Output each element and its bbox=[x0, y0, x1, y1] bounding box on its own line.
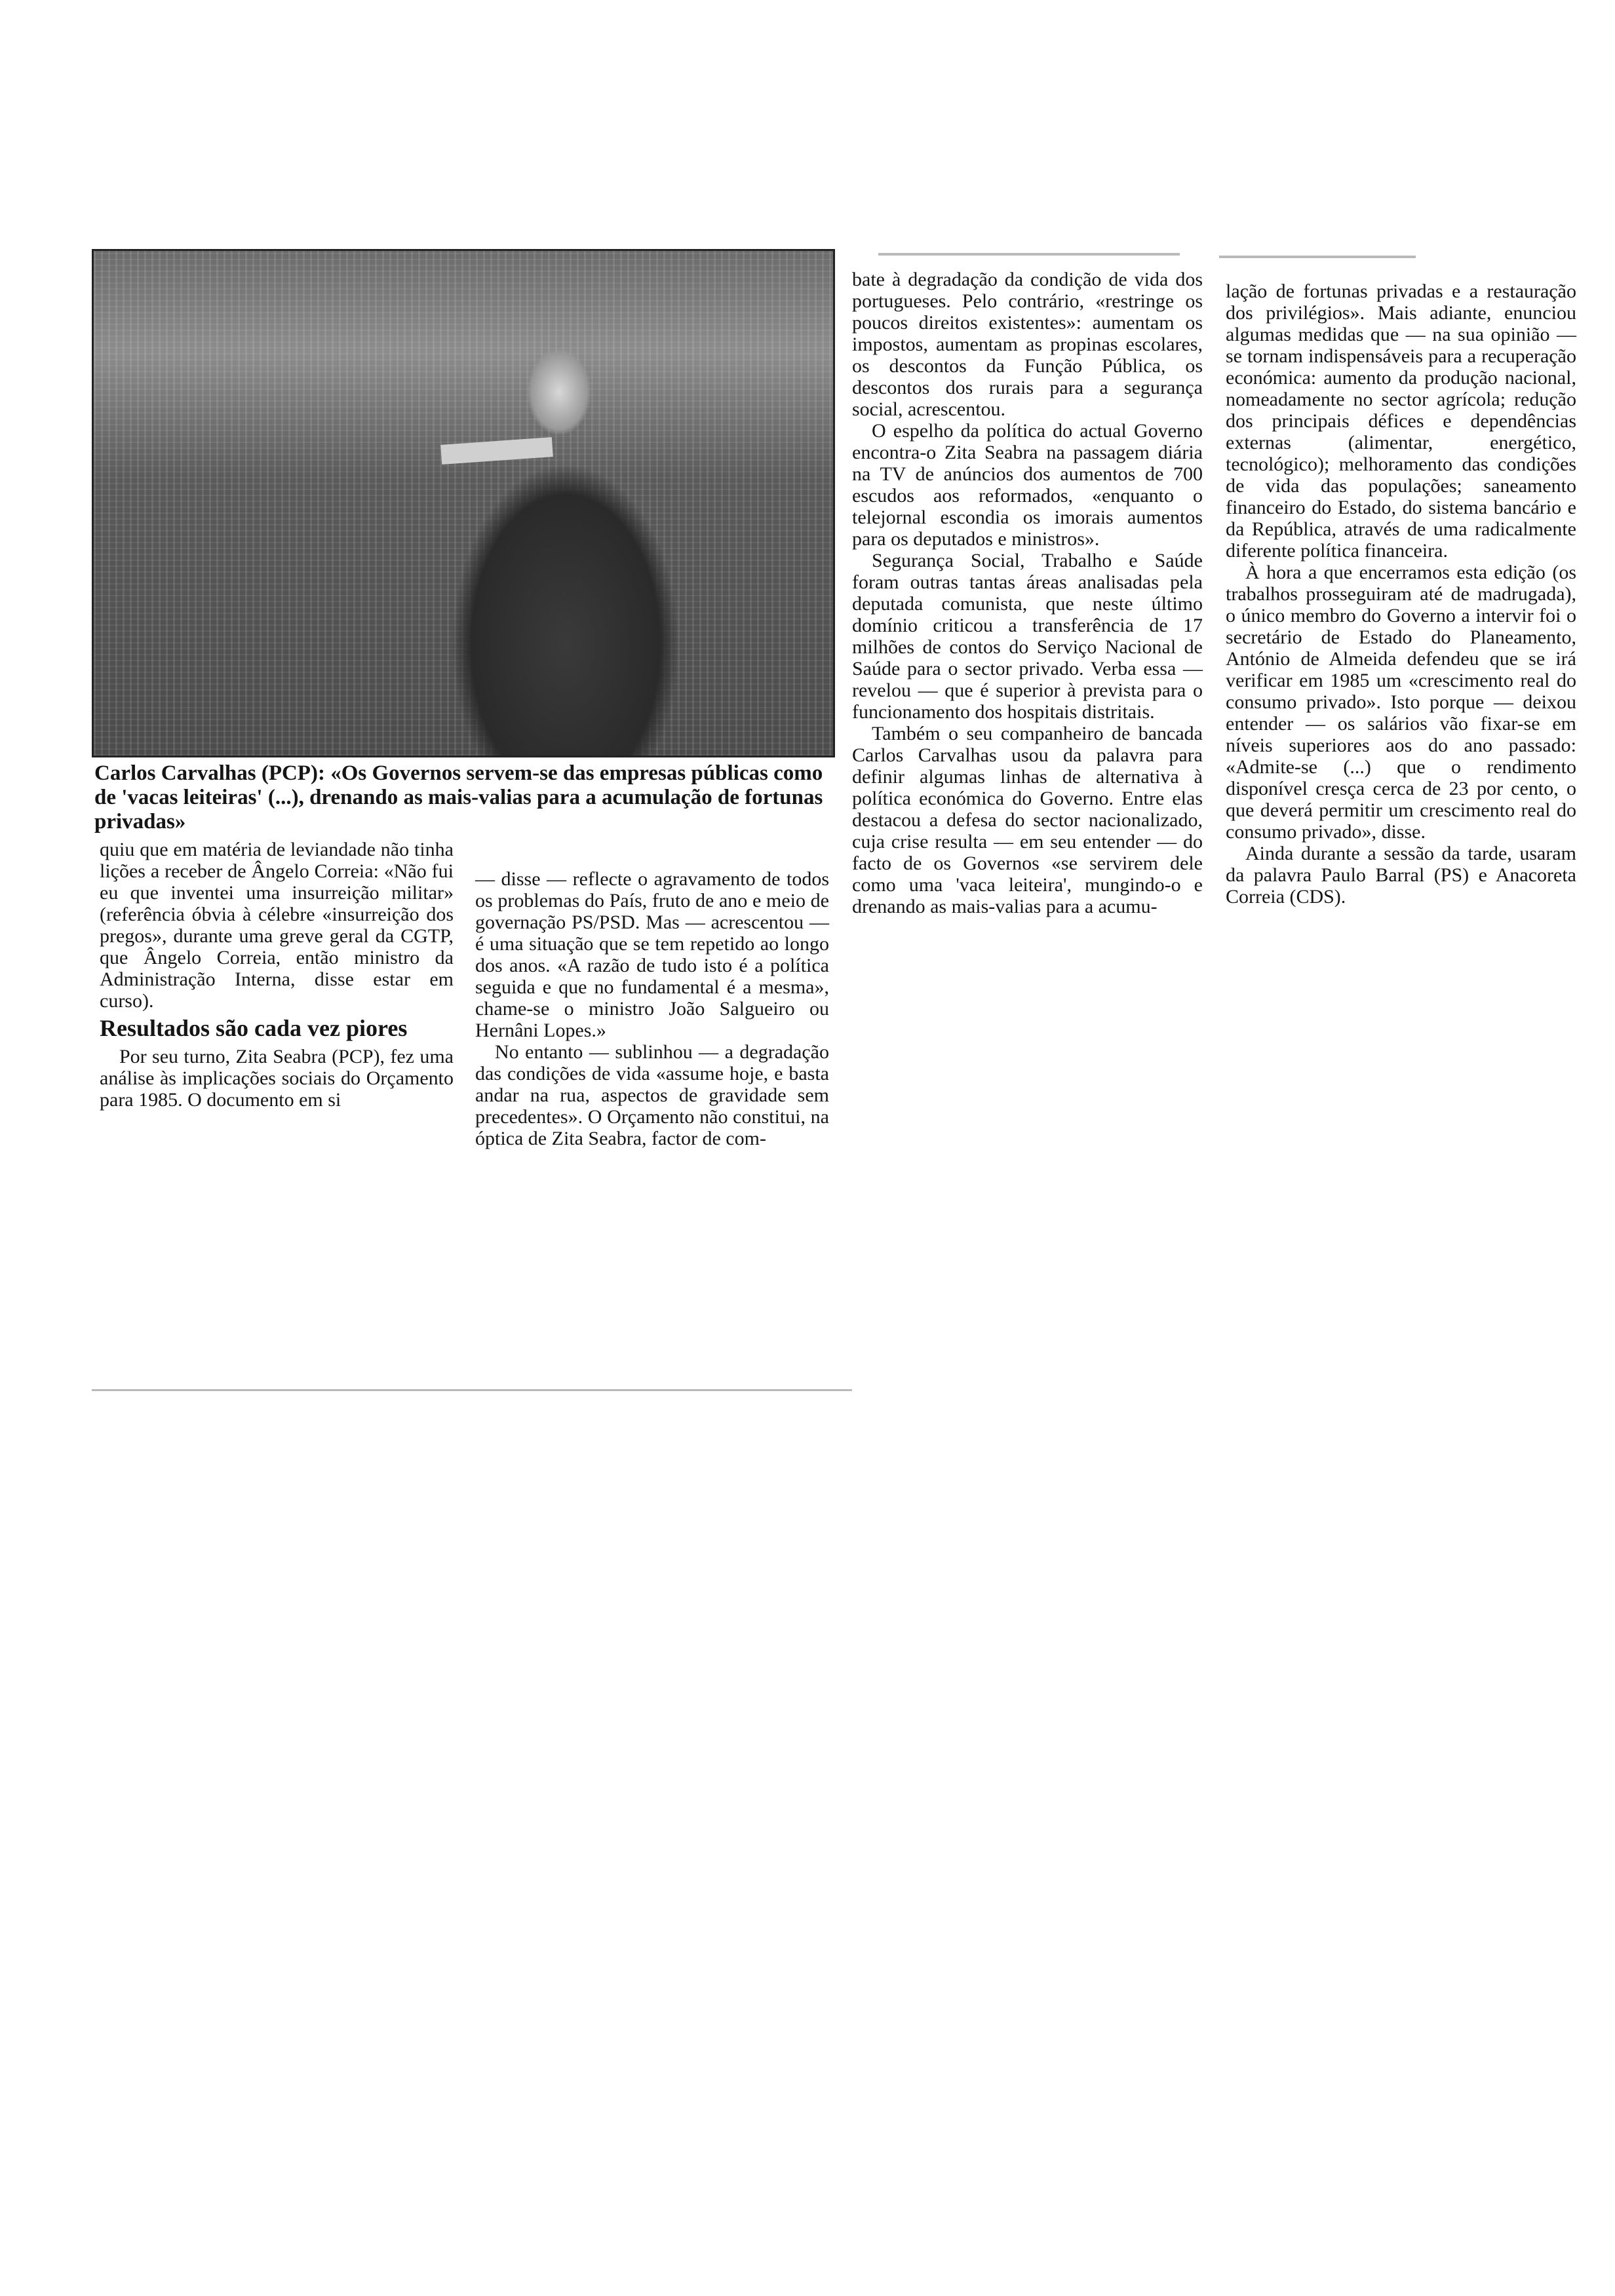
col4-paragraph-1: lação de fortunas privadas e a restauração dos privilégios». Mais adiante, enunciou algumas medidas que — na sua opinião — se tornam indispensáveis para a recuperação económica: aumento da produção nacional, nomeadamente no sector agrícola; redução dos principais défices e dependências externas (alimentar, energético, tecnológico); melhoramento das condições de vida das populações; saneamento financeiro do Estado, do sistema bancário e da República, através de uma radicalmente diferente política financeira. bbox=[1226, 280, 1576, 562]
speaker-photo bbox=[92, 249, 835, 757]
col1-paragraph-2: Por seu turno, Zita Seabra (PCP), fez uma análise às implicações sociais do Orçamento para 1985. O documento em si bbox=[100, 1046, 454, 1111]
col3-paragraph-4: Também o seu companheiro de bancada Carlos Carvalhas usou da palavra para definir algumas linhas de alternativa à política económica do Governo. Entre elas destacou a defesa do sector nacionalizado, cuja crise resulta — em seu entender — do facto de os Governos «se servirem dele como uma 'vaca leiteira', mungindo-o e drenando as mais-valias para a acumu- bbox=[852, 723, 1203, 917]
col2-paragraph-2: No entanto — sublinhou — a degradação das condições de vida «assume hoje, e basta andar na rua, aspectos de gravidade sem precedentes». O Orçamento não constitui, na óptica de Zita Seabra, factor de com- bbox=[475, 1041, 829, 1149]
section-subhead: Resultados são cada vez piores bbox=[100, 1015, 408, 1041]
col1-paragraph-1: quiu que em matéria de leviandade não tinha lições a receber de Ângelo Correia: «Não fui eu que inventei uma insurreição militar» (referência óbvia à célebre «insurreição dos pregos», durante uma greve geral da CGTP, que Ângelo Correia, então ministro da Administração Interna, disse estar em curso). bbox=[100, 839, 454, 1012]
column-3 bbox=[852, 269, 1203, 917]
col2-paragraph-1: — disse — reflecte o agravamento de todos os problemas do País, fruto de ano e meio de governação PS/PSD. Mas — acrescentou — é uma situação que se tem repetido ao longo dos anos. «A razão de tudo isto é a política seguida e que no fundamental é a mesma», chame-se o ministro João Salgueiro ou Hernâni Lopes.» bbox=[475, 868, 829, 1041]
col4-paragraph-3: Ainda durante a sessão da tarde, usaram da palavra Paulo Barral (PS) e Anacoreta Correia (CDS). bbox=[1226, 843, 1576, 908]
col3-paragraph-1: bate à degradação da condição de vida dos portugueses. Pelo contrário, «restringe os poucos direitos existentes»: aumentam os impostos, aumentam as propinas escolares, os descontos da Função Pública, os descontos dos rurais para a segurança social, acrescentou. bbox=[852, 269, 1203, 420]
column-1 bbox=[100, 839, 454, 1111]
column-2 bbox=[475, 868, 829, 1149]
col4-paragraph-2: À hora a que encerramos esta edição (os trabalhos prosseguiram até de madrugada), o único membro do Governo a intervir foi o secretário de Estado do Planeamento, António de Almeida defendeu que se irá verificar em 1985 um «crescimento real do consumo privado». Isto porque — deixou entender — os salários vão fixar-se em níveis superiores aos do ano passado: «Admite-se (...) que o rendimento disponível cresça cerca de 23 por cento, o que deverá permitir um crescimento real do consumo privado», disse. bbox=[1226, 562, 1576, 843]
top-edge-noise bbox=[1219, 256, 1416, 258]
newspaper-clipping bbox=[92, 249, 1612, 1402]
photo-caption: Carlos Carvalhas (PCP): «Os Governos servem-se das empresas públicas como de 'vacas leiteiras' (...), drenando as mais-valias para a acumulação de fortunas privadas» bbox=[94, 761, 823, 833]
bottom-edge-noise bbox=[92, 1389, 852, 1391]
lectern-shape bbox=[440, 437, 553, 465]
col3-paragraph-2: O espelho da política do actual Governo encontra-o Zita Seabra na passagem diária na TV de anúncios dos aumentos de 700 escudos aos reformados, «enquanto o telejornal escondia os imorais aumentos para os deputados e ministros». bbox=[852, 420, 1203, 550]
col3-paragraph-3: Segurança Social, Trabalho e Saúde foram outras tantas áreas analisadas pela deputada comunista, que neste último domínio criticou a transferência de 17 milhões de contos do Serviço Nacional de Saúde para o sector privado. Verba essa — revelou — que é superior à prevista para o funcionamento dos hospitais distritais. bbox=[852, 550, 1203, 723]
column-4 bbox=[1226, 280, 1576, 908]
top-edge-noise bbox=[878, 253, 1180, 256]
